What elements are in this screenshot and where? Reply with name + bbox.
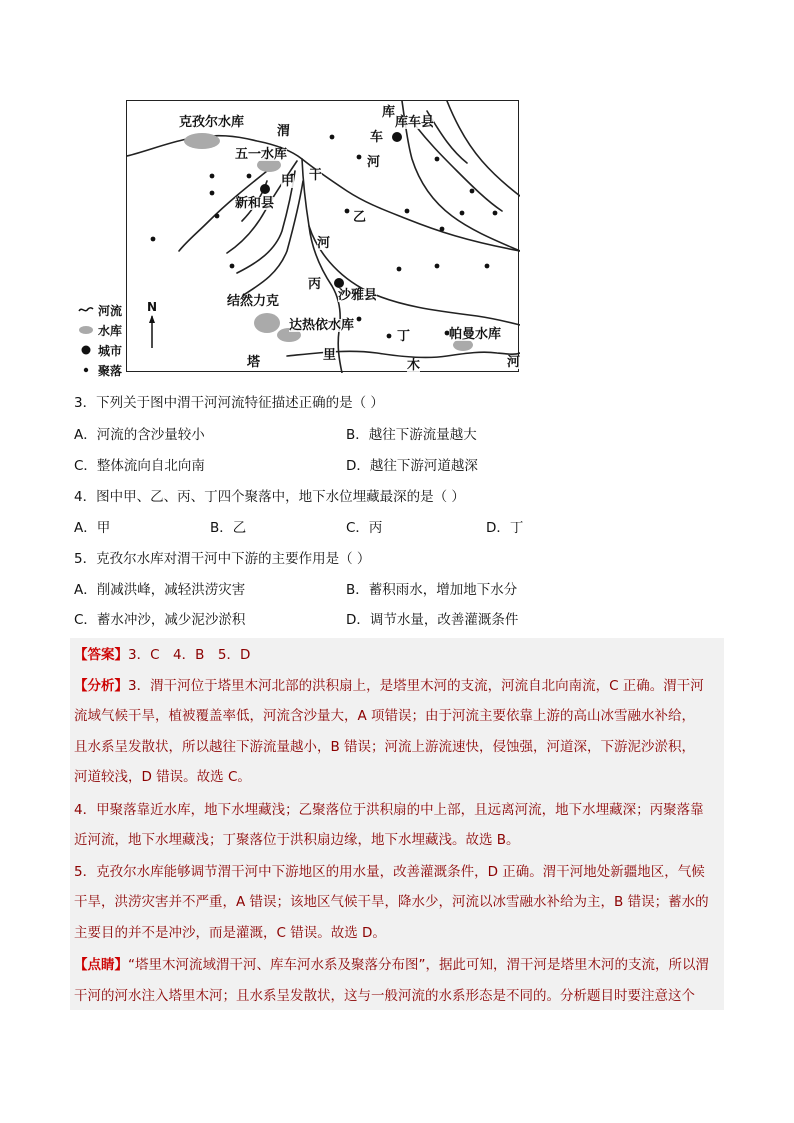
analysis-line-8: 干旱，洪涝灾害并不严重，A 错误；该地区气候干旱，降水少，河流以冰雪融水补给为主，B 错误；蓄水的	[74, 894, 709, 910]
label-yi: 乙	[353, 210, 367, 225]
label-shaya-county: 沙雅县	[338, 288, 378, 303]
question-4-option-d: D．丁	[486, 520, 524, 536]
label-mu: 木	[407, 358, 421, 373]
question-3-stem: 3．下列关于图中渭干河河流特征描述正确的是（ ）	[74, 395, 384, 411]
question-3-option-a: A．河流的含沙量较小	[74, 427, 205, 443]
question-4-option-c: C．丙	[346, 520, 383, 536]
legend-river	[78, 301, 122, 319]
label-he-tarim: 河	[507, 355, 521, 370]
label-jia: 甲	[281, 174, 295, 189]
question-5-option-c: C．蓄水冲沙，减少泥沙淤积	[74, 612, 246, 628]
city-icon	[78, 345, 94, 355]
settlement-icon	[78, 365, 94, 375]
label-darexiyi-reservoir: 达热依水库	[289, 318, 355, 333]
river-icon	[78, 305, 94, 315]
north-label: N	[147, 300, 158, 314]
answer-text: 3．C 4．B 5．D	[128, 647, 251, 663]
question-3-option-d: D．越往下游河道越深	[346, 458, 478, 474]
label-wei: 渭	[277, 124, 291, 139]
label-kuche-county: 库车县	[395, 115, 435, 130]
analysis-line-4: 河道较浅，D 错误。故选 C。	[74, 769, 251, 785]
analysis-line-5: 4．甲聚落靠近水库，地下水埋藏浅；乙聚落位于洪积扇的中上部，且远离河流，地下水埋藏深；丙聚落靠	[74, 802, 704, 818]
analysis-line-7: 5．克孜尔水库能够调节渭干河中下游地区的用水量，改善灌溉条件，D 正确。渭干河地处新疆地区，气候	[74, 864, 705, 880]
question-5-option-d: D．调节水量，改善灌溉条件	[346, 612, 519, 628]
legend-settlement	[78, 361, 122, 379]
label-he-kuche: 河	[367, 155, 381, 170]
question-3-option-b: B．越往下游流量越大	[346, 427, 477, 443]
map-frame	[126, 100, 519, 372]
label-che: 车	[370, 130, 384, 145]
comment-line-1	[74, 956, 709, 974]
comment-line-2: 干河的河水注入塔里木河；且水系呈发散状，这与一般河流的水系形态是不同的。分析题目时要注意这个	[74, 988, 695, 1004]
label-he-weigan: 河	[317, 236, 331, 251]
legend-river-label: 河流	[98, 303, 123, 318]
label-ku: 库	[382, 105, 396, 120]
label-wuyi-reservoir: 五一水库	[235, 147, 288, 162]
label-jieranlike: 结然力克	[227, 294, 280, 309]
label-xinhe-county: 新和县	[235, 196, 275, 211]
label-bing: 丙	[308, 277, 322, 292]
label-payang-reservoir: 帕曼水库	[449, 327, 502, 342]
legend-settlement-label: 聚落	[98, 363, 123, 378]
legend-city	[78, 341, 122, 359]
question-4-option-b: B．乙	[210, 520, 247, 536]
question-3-option-c: C．整体流向自北向南	[74, 458, 205, 474]
legend-city-label: 城市	[98, 343, 123, 358]
answer-tag: 【答案】	[74, 647, 128, 663]
question-5-option-a: A．削减洪峰，减轻洪涝灾害	[74, 582, 246, 598]
label-ding: 丁	[397, 329, 411, 344]
analysis-tag: 【分析】	[74, 678, 128, 694]
label-gan: 干	[309, 168, 323, 183]
comment-text-1: “塔里木河流域渭干河、库车河水系及聚落分布图”，据此可知，渭干河是塔里木河的支流，所以渭	[128, 957, 709, 973]
drainage-map	[74, 100, 524, 378]
label-kezier-reservoir: 克孜尔水库	[179, 115, 245, 130]
north-arrow	[144, 300, 160, 350]
reservoir-icon	[78, 325, 94, 335]
legend-reservoir-label: 水库	[98, 323, 123, 338]
analysis-line-9: 主要目的并不是冲沙，而是灌溉，C 错误。故选 D。	[74, 925, 386, 941]
legend-reservoir	[78, 321, 122, 339]
comment-tag: 【点睛】	[74, 957, 128, 973]
analysis-line-1	[74, 677, 704, 695]
question-5-option-b: B．蓄积雨水，增加地下水分	[346, 582, 518, 598]
analysis-line-3: 且水系呈发散状，所以越往下游流量越小，B 错误；河流上游流速快，侵蚀强，河道深，下游泥沙淤积，	[74, 739, 696, 755]
analysis-line-2: 流域气候干旱，植被覆盖率低，河流含沙量大，A 项错误；由于河流主要依靠上游的高山冰雪融水补给，	[74, 708, 696, 724]
question-4-stem: 4．图中甲、乙、丙、丁四个聚落中，地下水位埋藏最深的是（ ）	[74, 489, 465, 505]
north-arrow-icon	[144, 314, 160, 350]
analysis-line-6: 近河流，地下水埋藏浅；丁聚落位于洪积扇边缘，地下水埋藏浅。故选 B。	[74, 832, 520, 848]
answer-line	[74, 646, 250, 664]
question-4-option-a: A．甲	[74, 520, 111, 536]
question-5-stem: 5．克孜尔水库对渭干河中下游的主要作用是（ ）	[74, 551, 371, 567]
label-li: 里	[323, 348, 337, 363]
label-ta: 塔	[247, 355, 261, 370]
analysis-text-1: 3．渭干河位于塔里木河北部的洪积扇上，是塔里木河的支流，河流自北向南流，C 正确。渭干河	[128, 678, 704, 694]
